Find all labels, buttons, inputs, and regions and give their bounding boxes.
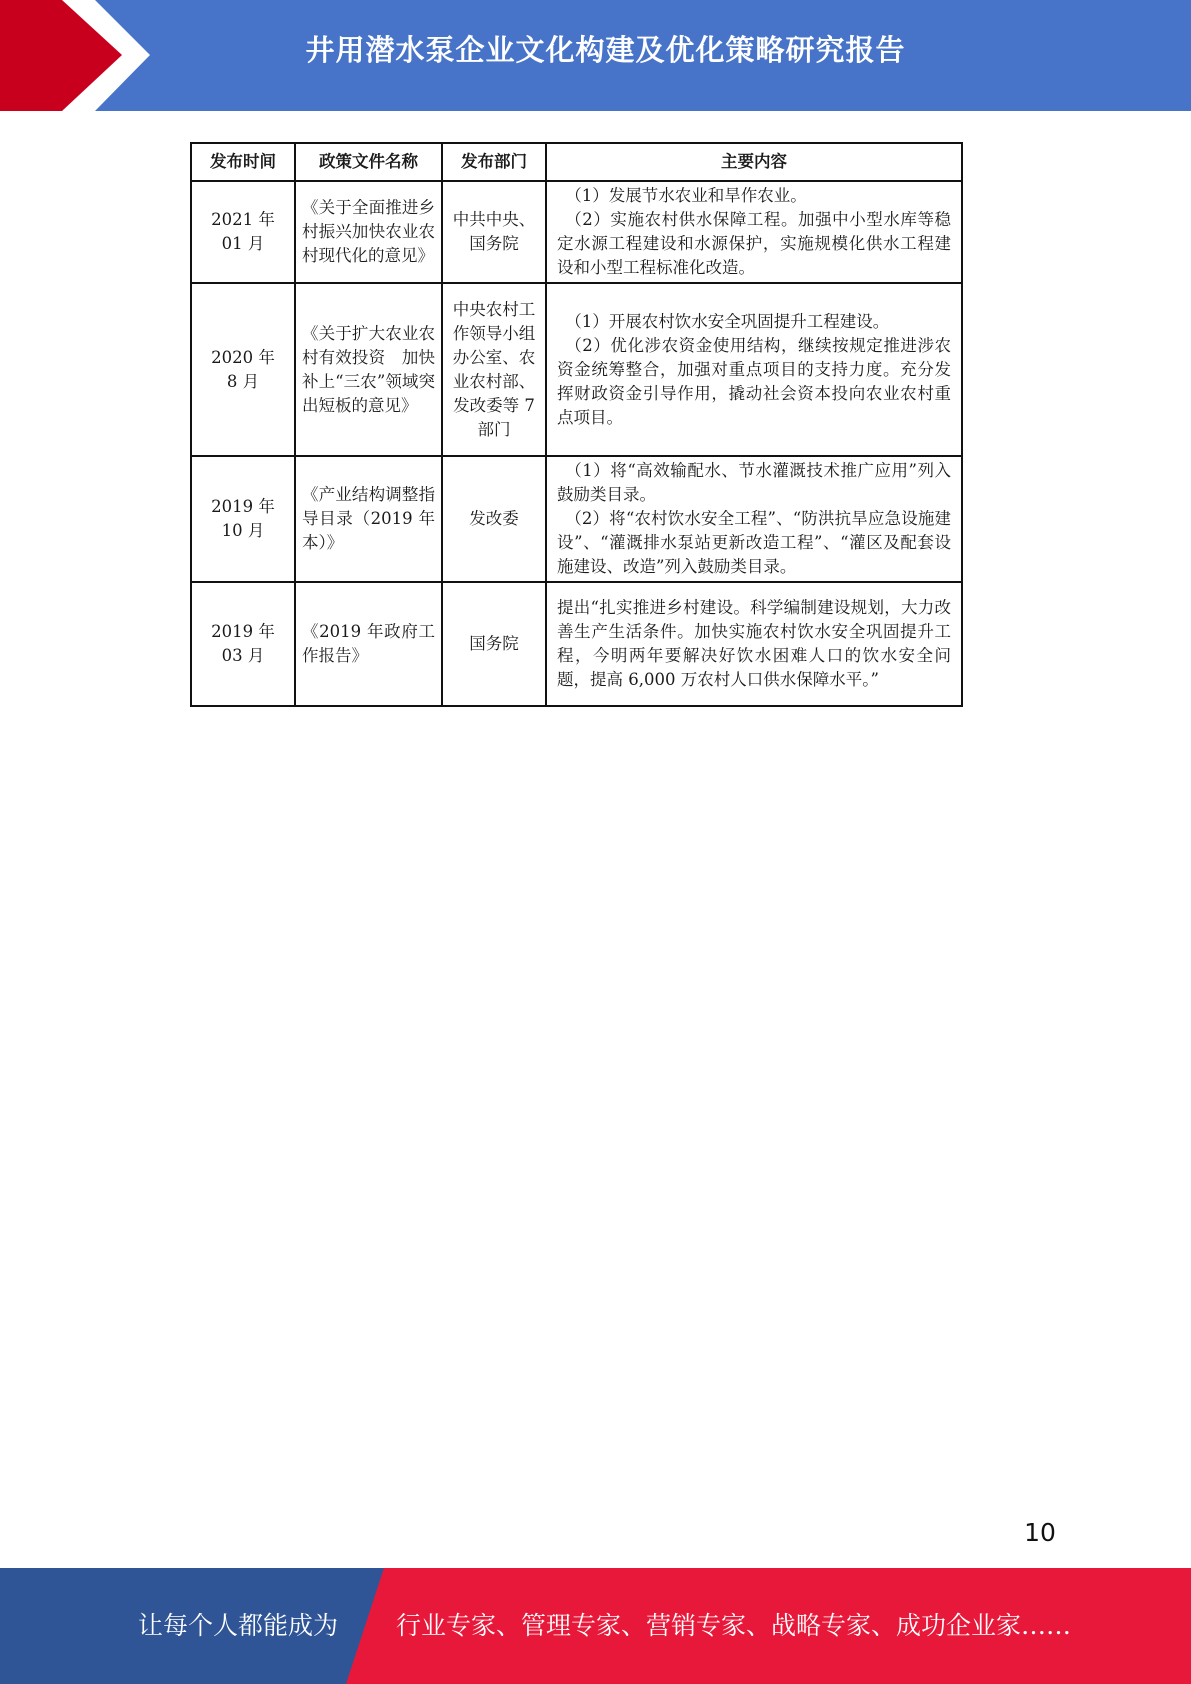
cell-content — [546, 181, 962, 283]
cell-policy-name: 《关于全面推进乡村振兴加快农业农村现代化的意见》 — [295, 181, 442, 283]
cell-content — [546, 283, 962, 456]
cell-policy-name: 《关于扩大农业农村有效投资 加快补上“三农”领域突出短板的意见》 — [295, 283, 442, 456]
cell-date: 2021 年 01 月 — [191, 181, 295, 283]
cell-content — [546, 582, 962, 706]
document-title: 井用潜水泵企业文化构建及优化策略研究报告 — [305, 33, 906, 67]
header-content: 主要内容 — [546, 143, 962, 181]
policy-table — [190, 142, 963, 707]
cell-content — [546, 456, 962, 582]
header-department: 发布部门 — [442, 143, 546, 181]
table-row — [191, 181, 962, 283]
table-row — [191, 582, 962, 706]
cell-policy-name: 《2019 年政府工作报告》 — [295, 582, 442, 706]
cell-date: 2020 年 8 月 — [191, 283, 295, 456]
table-row — [191, 456, 962, 582]
footer-slogan-left: 让每个人都能成为 — [138, 1611, 339, 1640]
content-line: （1）开展农村饮水安全巩固提升工程建设。 — [565, 311, 890, 331]
page-footer — [0, 1568, 1191, 1684]
footer-slogan-right: 行业专家、管理专家、营销专家、战略专家、成功企业家…… — [396, 1611, 1072, 1640]
content-line: 提出“扎实推进乡村建设。科学编制建设规划，大力改善生产生活条件。加快实施农村饮水安全巩固提升工程，今明两年要解决好饮水困难人口的饮水安全问题，提高 6,000 万农村人口供水保障水平。” — [557, 598, 951, 689]
cell-department: 发改委 — [442, 456, 546, 582]
cell-date: 2019 年 10 月 — [191, 456, 295, 582]
cell-department: 中央农村工作领导小组办公室、农业农村部、发改委等 7 部门 — [442, 283, 546, 456]
page-header — [0, 0, 1191, 111]
content-line: （1）将“高效输配水、节水灌溉技术推广应用”列入鼓励类目录。 — [557, 461, 951, 504]
content-line: （2）将“农村饮水安全工程”、“防洪抗旱应急设施建设”、“灌溉排水泵站更新改造工程”、“灌区及配套设施建设、改造”列入鼓励类目录。 — [557, 509, 951, 576]
content-line: （2）实施农村供水保障工程。加强中小型水库等稳定水源工程建设和水源保护，实施规模化供水工程建设和小型工程标准化改造。 — [557, 210, 951, 277]
cell-policy-name: 《产业结构调整指导目录（2019 年本）》 — [295, 456, 442, 582]
cell-department: 中共中央、国务院 — [442, 181, 546, 283]
content-line: （2）优化涉农资金使用结构，继续按规定推进涉农资金统筹整合，加强对重点项目的支持力度。充分发挥财政资金引导作用，撬动社会资本投向农业农村重点项目。 — [557, 335, 951, 427]
header-date: 发布时间 — [191, 143, 295, 181]
header-policy-name: 政策文件名称 — [295, 143, 442, 181]
table-header-row — [191, 143, 962, 181]
content-line: （1）发展节水农业和旱作农业。 — [565, 186, 807, 205]
table-row — [191, 283, 962, 456]
cell-date: 2019 年 03 月 — [191, 582, 295, 706]
page-number: 10 — [1024, 1518, 1056, 1547]
cell-department: 国务院 — [442, 582, 546, 706]
